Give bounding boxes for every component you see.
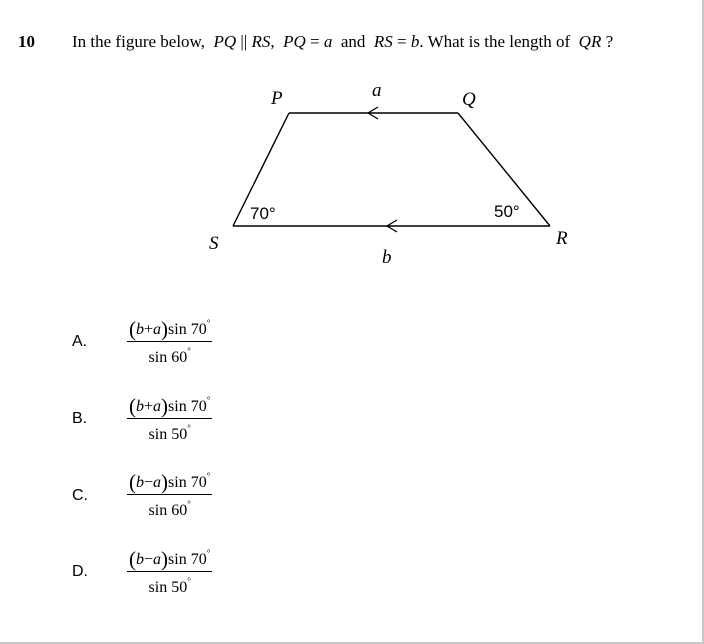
option-a-den-trig: sin 60 bbox=[148, 349, 188, 366]
option-a-b: b bbox=[136, 321, 144, 338]
option-a-open-paren: ( bbox=[129, 317, 136, 341]
option-d-letter: D. bbox=[72, 563, 88, 580]
option-a-num-trig: sin 70 bbox=[168, 321, 207, 338]
seg-question-tail: . What is the length of bbox=[419, 32, 571, 51]
option-c-open-paren: ( bbox=[129, 470, 136, 494]
vertex-label-s: S bbox=[209, 233, 219, 254]
angle-label-s: 70° bbox=[250, 204, 276, 223]
option-a-fraction[interactable] bbox=[127, 318, 212, 367]
vertex-label-q: Q bbox=[462, 89, 476, 110]
option-b-letter: B. bbox=[72, 410, 88, 427]
option-b-numerator bbox=[127, 395, 212, 419]
option-a-den-degree: ° bbox=[187, 346, 191, 356]
seg-b: b bbox=[410, 32, 420, 51]
option-c-den-trig: sin 60 bbox=[148, 502, 188, 519]
seg-pq-2: PQ bbox=[283, 32, 306, 51]
option-b-b: b bbox=[136, 398, 144, 415]
seg-eq-2: = bbox=[397, 32, 407, 51]
option-a-numerator bbox=[127, 318, 212, 342]
option-b-a: a bbox=[153, 398, 162, 415]
option-b-den-trig: sin 50 bbox=[148, 426, 188, 443]
option-d-b: b bbox=[136, 551, 144, 568]
option-a-letter: A. bbox=[72, 333, 88, 350]
option-b-fraction[interactable] bbox=[127, 395, 212, 444]
option-d-num-degree: ° bbox=[206, 548, 211, 558]
option-d-denominator bbox=[127, 572, 212, 597]
option-c-close-paren: ) bbox=[161, 470, 169, 494]
option-c-num-degree: ° bbox=[206, 471, 211, 481]
option-b-num-trig: sin 70 bbox=[168, 398, 207, 415]
option-c-denominator bbox=[127, 495, 212, 520]
question-number: 10 bbox=[18, 32, 35, 51]
option-c-den-degree: ° bbox=[187, 499, 191, 509]
angle-label-r: 50° bbox=[494, 202, 520, 221]
option-d-close-paren: ) bbox=[161, 547, 169, 571]
option-b-open-paren: ( bbox=[129, 394, 136, 418]
seg-rs: RS bbox=[251, 32, 271, 51]
option-c-letter: C. bbox=[72, 487, 88, 504]
option-d-num-trig: sin 70 bbox=[168, 551, 207, 568]
option-d-den-degree: ° bbox=[187, 576, 191, 586]
vertex-label-p: P bbox=[271, 88, 283, 109]
option-d-fraction[interactable] bbox=[127, 548, 212, 597]
option-c-fraction[interactable] bbox=[127, 471, 212, 520]
option-a-a: a bbox=[153, 321, 162, 338]
side-label-a: a bbox=[372, 80, 382, 101]
option-b-sign: + bbox=[144, 398, 154, 415]
option-d-den-trig: sin 50 bbox=[148, 579, 188, 596]
intro-text: In the figure below, bbox=[72, 32, 205, 51]
seg-and: and bbox=[340, 32, 366, 51]
side-label-b: b bbox=[382, 247, 392, 268]
option-c-num-trig: sin 70 bbox=[168, 474, 207, 491]
option-a-num-degree: ° bbox=[206, 318, 211, 328]
option-b-num-degree: ° bbox=[206, 395, 211, 405]
trapezoid-figure bbox=[0, 0, 704, 300]
option-c-a: a bbox=[153, 474, 162, 491]
seg-qmark: ? bbox=[605, 32, 614, 51]
option-b-denominator bbox=[127, 419, 212, 444]
option-c-b: b bbox=[136, 474, 144, 491]
option-c-sign: − bbox=[144, 474, 154, 491]
seg-rs-2: RS bbox=[373, 32, 393, 51]
seg-eq-1: = bbox=[310, 32, 320, 51]
option-a-close-paren: ) bbox=[161, 317, 169, 341]
seg-pq: PQ bbox=[213, 32, 237, 51]
option-b-close-paren: ) bbox=[161, 394, 169, 418]
option-d-sign: − bbox=[144, 551, 154, 568]
seg-a: a bbox=[323, 32, 333, 51]
option-d-a: a bbox=[153, 551, 162, 568]
seg-parallel: || bbox=[240, 32, 248, 51]
vertex-label-r: R bbox=[556, 228, 568, 249]
seg-comma: , bbox=[270, 32, 275, 51]
option-a-sign: + bbox=[144, 321, 154, 338]
option-a-denominator bbox=[127, 342, 212, 367]
option-d-numerator bbox=[127, 548, 212, 572]
seg-qr: QR bbox=[578, 32, 602, 51]
option-d-open-paren: ( bbox=[129, 547, 136, 571]
option-b-den-degree: ° bbox=[187, 423, 191, 433]
option-c-numerator bbox=[127, 471, 212, 495]
